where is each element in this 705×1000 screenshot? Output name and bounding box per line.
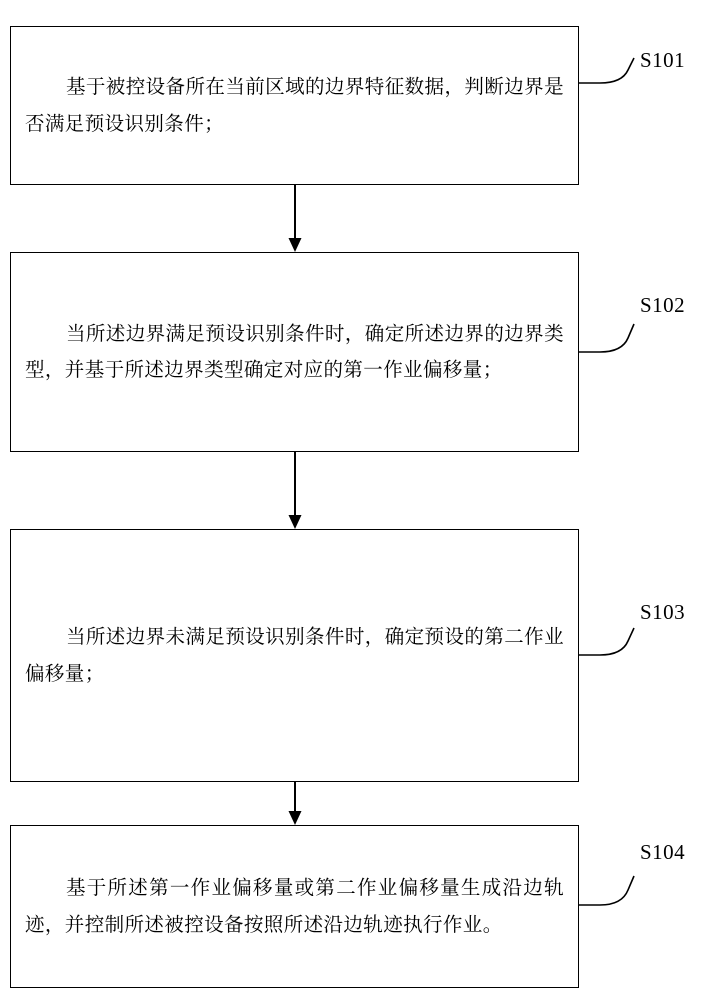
step-label-s104: S104	[640, 840, 686, 864]
flow-node-s104-text: 基于所述第一作业偏移量或第二作业偏移量生成沿边轨迹，并控制所述被控设备按照所述沿边轨迹执行作业。	[25, 877, 564, 936]
flow-node-s101-text: 基于被控设备所在当前区域的边界特征数据，判断边界是否满足预设识别条件；	[25, 76, 564, 135]
step-label-s103: S103	[640, 600, 686, 624]
flow-node-s104	[10, 825, 579, 988]
flow-node-s102	[10, 252, 579, 452]
flow-node-s103	[10, 529, 579, 782]
step-label-s102: S102	[640, 293, 686, 317]
step-label-s101: S101	[640, 48, 686, 72]
flow-node-s103-text: 当所述边界未满足预设识别条件时，确定预设的第二作业偏移量；	[25, 626, 564, 685]
flow-node-s102-text: 当所述边界满足预设识别条件时，确定所述边界的边界类型，并基于所述边界类型确定对应的第一作业偏移量；	[25, 322, 564, 381]
flow-node-s101	[10, 26, 579, 185]
